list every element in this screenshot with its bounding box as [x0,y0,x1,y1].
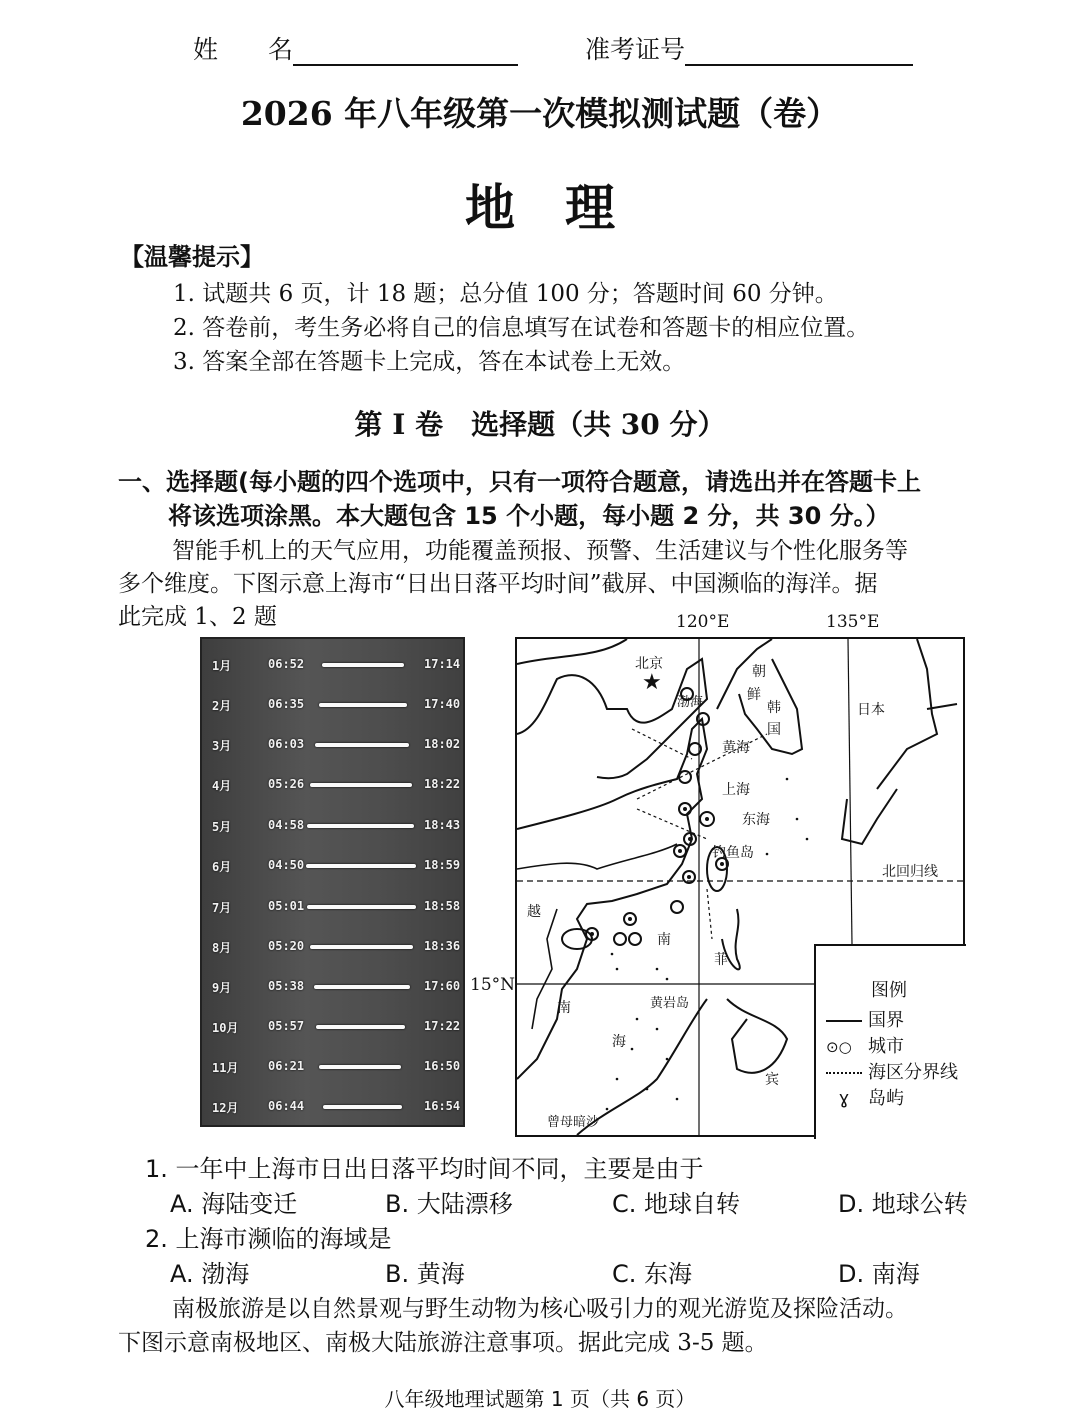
name-label: 姓 名 [193,35,294,64]
label-shanghai: 上海 [722,782,750,798]
label-zengmu: 曾母暗沙 [547,1115,600,1130]
island-icon: ɣ [838,1088,850,1109]
sunrise-sunset-screenshot [200,637,465,1127]
q1-option-c[interactable]: C. 地球自转 [612,1190,741,1218]
label-yellow-sea: 黄海 [722,740,750,756]
sun-row: 6月 04:50 18:59 [212,858,461,874]
sun-row: 2月 06:35 17:40 [212,697,461,713]
q1-option-d[interactable]: D. 地球公转 [838,1190,968,1218]
page-footer: 八年级地理试题第 1 页（共 6 页） [384,1387,696,1411]
label-japan: 日本 [857,702,885,718]
sun-row: 5月 04:58 18:43 [212,818,461,834]
label-korea-b: 国 [767,722,781,738]
label-diaoyu: 钓鱼岛 [712,845,754,861]
label-huangyan: 黄岩岛 [650,996,690,1011]
label-bin: 宾 [765,1072,779,1088]
tip-item: 2. 答卷前，考生务必将自己的信息填写在试卷和答题卡的相应位置。 [173,315,870,341]
sun-row: 4月 05:26 18:22 [212,777,461,793]
question-2-stem: 2. 上海市濒临的海域是 [145,1225,392,1253]
lon-label-135: 135°E [826,612,880,632]
china-seas-map [515,637,965,1137]
label-bohai: 渤海 [677,695,704,710]
city-icon: ⊙○ [826,1038,852,1056]
legend-item-city: ⊙○ 城市 [826,1036,904,1057]
legend-item-sea-boundary: 海区分界线 [826,1058,958,1084]
label-nan-vietnam: 南 [557,1000,571,1016]
sun-row: 8月 05:20 18:36 [212,939,461,955]
label-korea-a: 韩 [767,700,781,716]
sun-row: 10月 05:57 17:22 [212,1019,461,1035]
sun-row: 1月 06:52 17:14 [212,657,461,673]
label-south-sea-a: 南 [657,932,671,948]
label-east-sea: 东海 [742,812,770,828]
lon-label-120: 120°E [676,612,730,632]
label-tropic-of-cancer: 北回归线 [882,864,938,880]
sun-row: 12月 06:44 16:54 [212,1099,461,1115]
part-heading-line2: 将该选项涂黑。本大题包含 15 个小题，每小题 2 分，共 30 分。） [168,502,890,530]
part-heading-line1: 一、选择题(每小题的四个选项中，只有一项符合题意，请选出并在答题卡上 [118,468,921,496]
legend-item-island: ɣ 岛屿 [826,1084,904,1110]
q2-option-b[interactable]: B. 黄海 [385,1260,465,1288]
intro-line: 此完成 1、2 题 [118,604,277,630]
q2-option-a[interactable]: A. 渤海 [170,1260,250,1288]
tip-item: 1. 试题共 6 页，计 18 题；总分值 100 分；答题时间 60 分钟。 [173,281,838,307]
exam-id-label: 准考证号 [585,35,686,64]
q1-option-a[interactable]: A. 海陆变迁 [170,1190,298,1218]
exam-id-underline[interactable] [685,38,913,66]
sun-row: 7月 05:01 18:58 [212,899,461,915]
intro-line: 智能手机上的天气应用，功能覆盖预报、预警、生活建议与个性化服务等 [172,538,908,564]
name-field[interactable] [193,30,518,66]
legend-title: 图例 [871,980,907,1001]
sun-row: 9月 05:38 17:60 [212,979,461,995]
intro-2-line: 下图示意南极地区、南极大陆旅游注意事项。据此完成 3-5 题。 [118,1330,768,1356]
border-line-icon [826,1020,862,1022]
label-fei: 菲 [714,952,728,968]
dashed-line-icon [826,1072,862,1074]
q1-option-b[interactable]: B. 大陆漂移 [385,1190,513,1218]
intro-2-line: 南极旅游是以自然景观与野生动物为核心吸引力的观光游览及探险活动。 [172,1296,908,1322]
sun-row: 3月 06:03 18:02 [212,737,461,753]
q2-option-c[interactable]: C. 东海 [612,1260,693,1288]
lat-label-15n: 15°N [470,975,516,995]
q2-option-d[interactable]: D. 南海 [838,1260,920,1288]
legend-item-border: 国界 [826,1006,904,1032]
intro-line: 多个维度。下图示意上海市“日出日落平均时间”截屏、中国濒临的海洋。据 [118,571,878,597]
tips-heading: 【温馨提示】 [120,243,264,271]
sun-row: 11月 06:21 16:50 [212,1059,461,1075]
map-legend [814,944,966,1139]
section-title: 第 I 卷 选择题（共 30 分） [354,408,726,441]
exam-title: 2026 年八年级第一次模拟测试题（卷） [240,94,840,133]
exam-id-field[interactable] [585,30,913,66]
subject-title: 地 理 [465,178,615,237]
label-xian: 鲜 [747,687,761,703]
label-beijing: 北京 [635,656,663,672]
label-yue: 越 [527,904,541,920]
label-south-sea-b: 海 [612,1034,626,1050]
question-1-stem: 1. 一年中上海市日出日落平均时间不同，主要是由于 [145,1155,704,1183]
name-underline[interactable] [293,38,518,66]
label-chao: 朝 [752,664,766,680]
svg-text:★: ★ [642,670,662,695]
tip-item: 3. 答案全部在答题卡上完成，答在本试卷上无效。 [173,349,686,375]
